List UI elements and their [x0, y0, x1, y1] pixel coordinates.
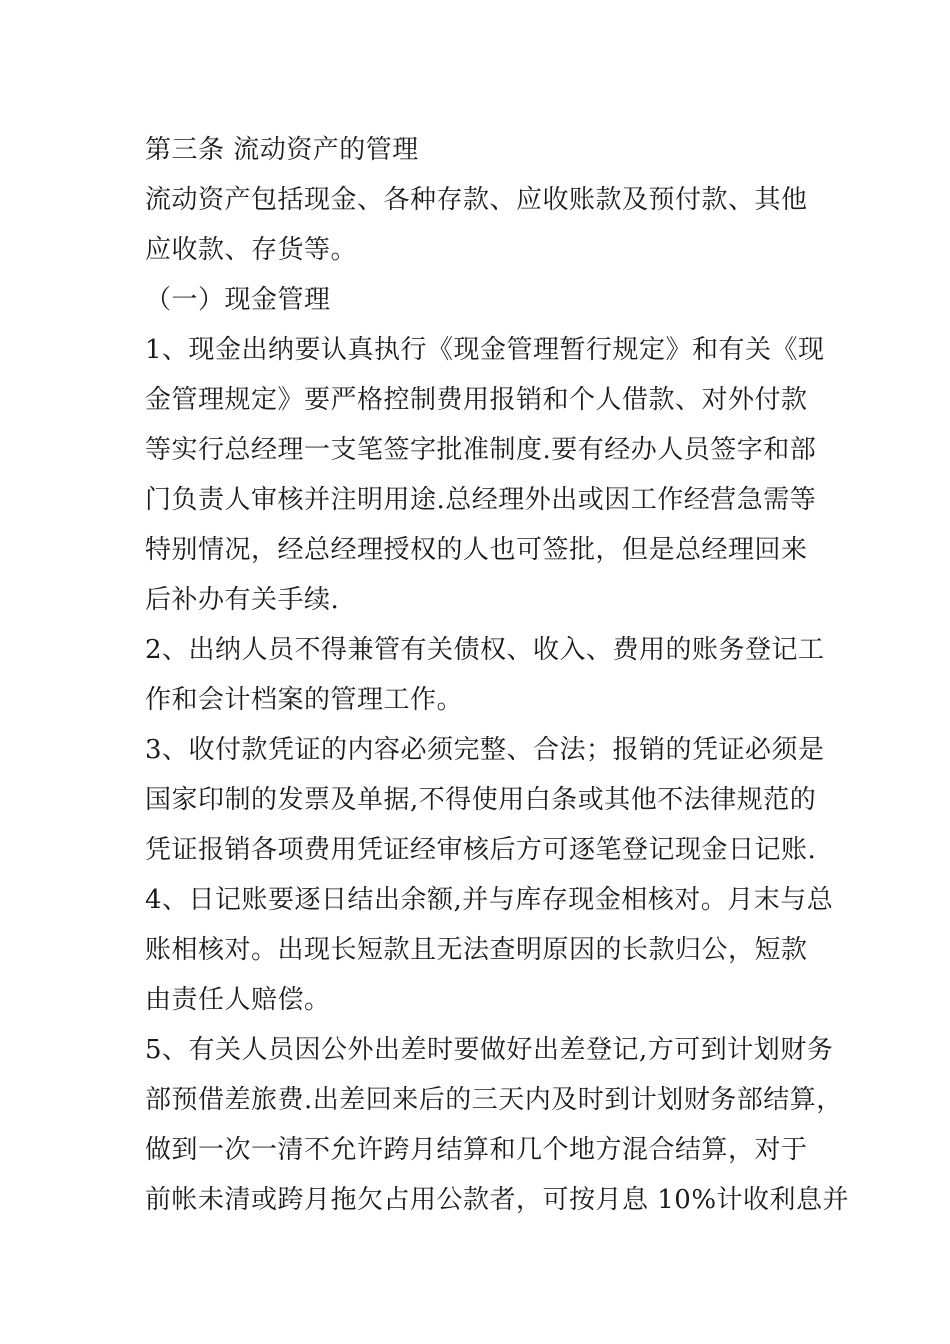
- text-line: 凭证报销各项费用凭证经审核后方可逐笔登记现金日记账.: [145, 835, 817, 865]
- text-line: 等实行总经理一支笔签字批准制度.要有经办人员签字和部: [145, 435, 817, 465]
- text-line: 5、有关人员因公外出差时要做好出差登记,方可到计划财务: [145, 1035, 834, 1065]
- text-line: 特别情况，经总经理授权的人也可签批，但是总经理回来: [145, 535, 808, 565]
- text-line: 金管理规定》要严格控制费用报销和个人借款、对外付款: [145, 385, 808, 415]
- text-line: 3、收付款凭证的内容必须完整、合法；报销的凭证必须是: [145, 735, 825, 765]
- text-line: 前帐未清或跨月拖欠占用公款者，可按月息 10%计收利息并: [145, 1185, 850, 1215]
- text-line: 做到一次一清不允许跨月结算和几个地方混合结算，对于: [145, 1135, 808, 1165]
- section-heading: （一）现金管理: [145, 285, 331, 315]
- text-line: 后补办有关手续.: [145, 585, 340, 615]
- text-line: 由责任人赔偿。: [145, 985, 331, 1015]
- text-line: 1、现金出纳要认真执行《现金管理暂行规定》和有关《现: [145, 335, 825, 365]
- article-heading: 第三条 流动资产的管理: [145, 135, 419, 165]
- text-line: 部预借差旅费.出差回来后的三天内及时到计划财务部结算，: [145, 1085, 843, 1115]
- text-line: 应收款、存货等。: [145, 235, 358, 265]
- text-line: 国家印制的发票及单据,不得使用白条或其他不法律规范的: [145, 785, 817, 815]
- document-body: [145, 125, 850, 1225]
- text-line: 门负责人审核并注明用途.总经理外出或因工作经营急需等: [145, 485, 817, 515]
- text-line: 作和会计档案的管理工作。: [145, 685, 464, 715]
- text-line: 流动资产包括现金、各种存款、应收账款及预付款、其他: [145, 185, 808, 215]
- text-line: 2、出纳人员不得兼管有关债权、收入、费用的账务登记工: [145, 635, 825, 665]
- text-line: 账相核对。出现长短款且无法查明原因的长款归公，短款: [145, 935, 808, 965]
- text-line: 4、日记账要逐日结出余额,并与库存现金相核对。月末与总: [145, 885, 834, 915]
